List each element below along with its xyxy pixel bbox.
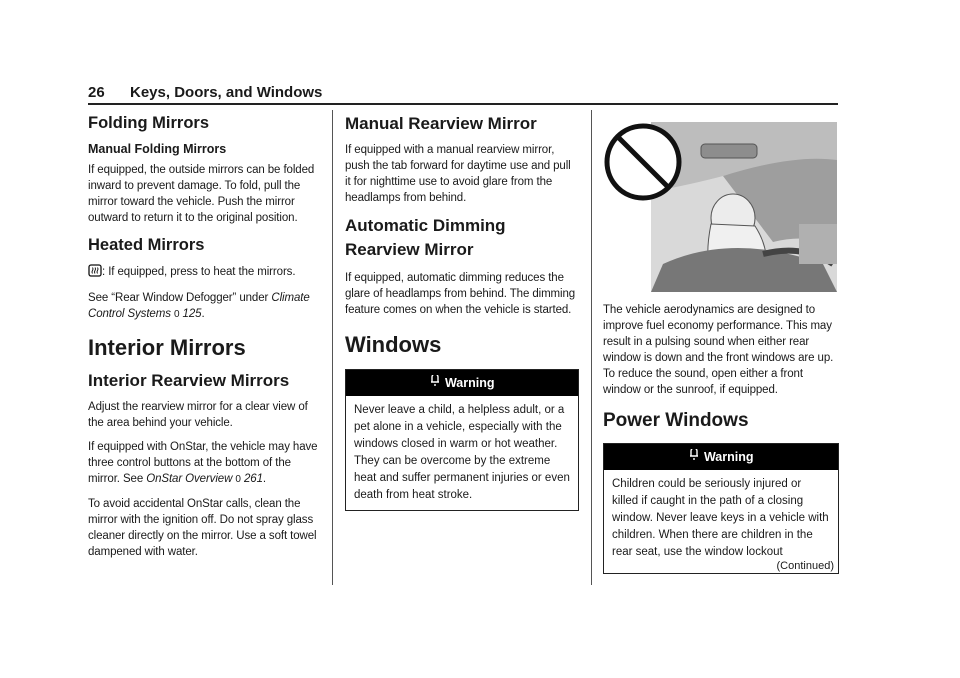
warning-text: Never leave a child, a helpless adult, or a pet alone in a vehicle, especially with the windows closed in warm or hot weather. They can be overcome by the extreme heat and suffer permanent injuries or even death from heat stroke.	[354, 403, 570, 501]
mirror-defog-icon	[88, 264, 102, 282]
xref-arrow-icon: 0	[173, 308, 180, 320]
section-title: Keys, Doors, and Windows	[130, 84, 323, 101]
climate-control-page[interactable]: 125	[182, 307, 202, 320]
auto-dimming-text: If equipped, automatic dimming reduces the glare of headlamps from behind. The dimming feature comes on when the vehicle is started.	[345, 272, 576, 317]
warning-header	[346, 370, 578, 396]
manual-folding-text: If equipped, the outside mirrors can be folded inward to prevent damage. To fold, pull the mirror toward the vehicle. Push the mirror outward to return it to the original position.	[88, 163, 315, 224]
interior-rearview-text-2: If equipped with OnStar, the vehicle may have three control buttons at the bottom of the mirror. See OnStar Overview 0 261.	[88, 439, 322, 488]
page-number: 26	[88, 84, 105, 101]
folding-mirrors-heading: Folding Mirrors	[88, 114, 209, 132]
interior-mirrors-heading: Interior Mirrors	[88, 334, 246, 360]
heated-see-ref: See “Rear Window Defogger” under Climate Control Systems 0 125.	[88, 290, 322, 323]
heated-mirrors-instruction: : If equipped, press to heat the mirrors.	[102, 265, 296, 278]
onstar-overview-link[interactable]: OnStar Overview	[146, 473, 233, 486]
warning-icon	[688, 450, 703, 464]
warning-text-2: Children could be seriously injured or killed if caught in the path of a closing window. Never leave keys in a vehicle with children. When there are children in the rear seat, use the window lockout	[612, 477, 829, 558]
xref-arrow-icon: 0	[235, 474, 241, 486]
manual-rearview-heading: Manual Rearview Mirror	[345, 114, 537, 133]
climate-control-link[interactable]: Climate Control Systems	[88, 291, 310, 320]
heated-mirrors-heading: Heated Mirrors	[88, 235, 205, 254]
warning-label-2: Warning	[703, 449, 754, 464]
auto-dimming-heading: Automatic Dimming Rearview Mirror	[345, 216, 506, 260]
interior-rearview-text-1: Adjust the rearview mirror for a clear view of the area behind your vehicle.	[88, 401, 308, 430]
manual-rearview-text: If equipped with a manual rearview mirror, push the tab forward for daytime use and pull it for nighttime use to avoid glare from the headlamps from behind.	[345, 144, 571, 205]
child-in-car-illustration	[603, 114, 839, 292]
column-2	[345, 110, 579, 521]
warning-box-2	[603, 443, 839, 574]
onstar-prefix: If equipped with OnStar, the vehicle may have three control buttons at the bottom of the mirror. See	[88, 441, 318, 486]
see-prefix: See “Rear Window Defogger” under	[88, 291, 272, 304]
column-divider-2	[591, 110, 592, 585]
power-windows-heading: Power Windows	[603, 410, 749, 431]
interior-rearview-heading: Interior Rearview Mirrors	[88, 370, 290, 390]
onstar-overview-page[interactable]: 261	[243, 473, 263, 486]
continued-label: (Continued)	[604, 560, 838, 574]
column-1	[88, 110, 322, 568]
heated-mirrors-text	[88, 264, 322, 282]
header-rule	[88, 103, 838, 105]
interior-rearview-text-3: To avoid accidental OnStar calls, clean the mirror with the ignition off. Do not spray glass cleaner directly on the mirror. Use a soft towel dampened with water.	[88, 498, 317, 559]
aerodynamics-text: The vehicle aerodynamics are designed to improve fuel economy performance. This may result in a pulsing sound when either rear window is down and the front windows are up. To reduce the sound, open either a front window or the sunroof, if equipped.	[603, 304, 834, 396]
column-divider-1	[332, 110, 333, 585]
windows-heading: Windows	[345, 332, 442, 358]
warning-header-2	[604, 444, 838, 470]
warning-icon	[429, 376, 444, 390]
column-3	[603, 110, 839, 584]
warning-box	[345, 369, 579, 511]
manual-folding-heading: Manual Folding Mirrors	[88, 141, 227, 156]
warning-label: Warning	[444, 375, 495, 390]
